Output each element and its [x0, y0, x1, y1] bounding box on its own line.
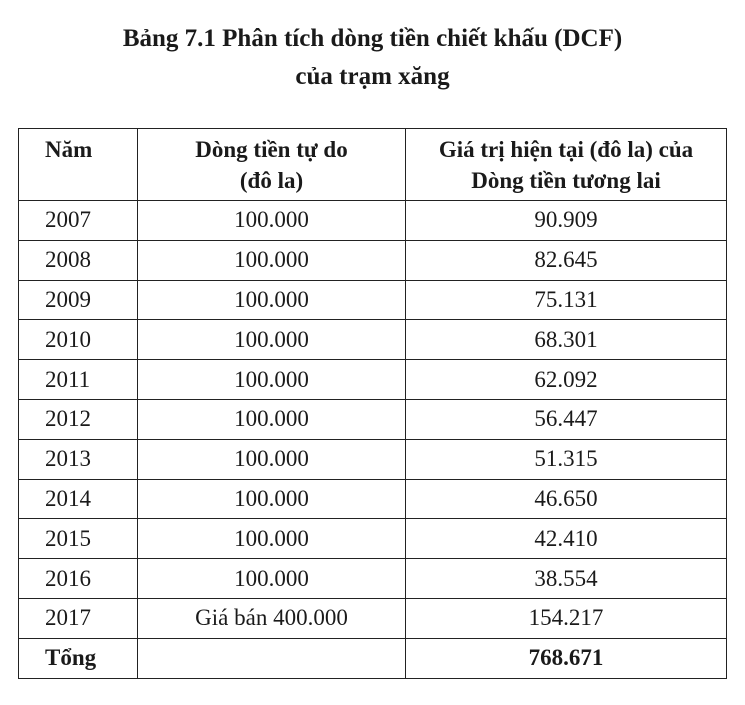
cell-present-value: 154.217	[406, 598, 727, 638]
cell-cash-flow: 100.000	[138, 559, 406, 599]
table-row	[19, 598, 727, 638]
table-row	[19, 320, 727, 360]
header-free-cash-flow-line1: Dòng tiền tự do	[195, 137, 348, 162]
header-present-value	[406, 129, 727, 201]
cell-year: 2010	[19, 320, 138, 360]
total-label: Tổng	[19, 638, 138, 678]
cell-present-value: 56.447	[406, 399, 727, 439]
cell-year: 2013	[19, 439, 138, 479]
cell-cash-flow: 100.000	[138, 280, 406, 320]
cell-cash-flow: 100.000	[138, 360, 406, 400]
cell-present-value: 75.131	[406, 280, 727, 320]
cell-year: 2017	[19, 598, 138, 638]
cell-present-value: 38.554	[406, 559, 727, 599]
table-row	[19, 399, 727, 439]
header-year	[19, 129, 138, 201]
cell-present-value: 42.410	[406, 519, 727, 559]
cell-present-value: 68.301	[406, 320, 727, 360]
table-row	[19, 439, 727, 479]
table-row	[19, 280, 727, 320]
table-row	[19, 519, 727, 559]
header-row	[19, 129, 727, 201]
cell-year: 2007	[19, 201, 138, 241]
dcf-table	[18, 128, 727, 679]
total-row	[19, 638, 727, 678]
cell-cash-flow: 100.000	[138, 320, 406, 360]
cell-cash-flow: Giá bán 400.000	[138, 598, 406, 638]
cell-present-value: 82.645	[406, 240, 727, 280]
cell-year: 2012	[19, 399, 138, 439]
header-present-value-line2: Dòng tiền tương lai	[471, 168, 661, 193]
cell-year: 2008	[19, 240, 138, 280]
header-year-label: Năm	[45, 137, 93, 162]
total-present-value: 768.671	[406, 638, 727, 678]
table-row	[19, 240, 727, 280]
total-cash-flow	[138, 638, 406, 678]
cell-cash-flow: 100.000	[138, 439, 406, 479]
cell-year: 2014	[19, 479, 138, 519]
table-row	[19, 201, 727, 241]
table-caption	[0, 20, 745, 96]
table-row	[19, 559, 727, 599]
cell-present-value: 90.909	[406, 201, 727, 241]
cell-present-value: 46.650	[406, 479, 727, 519]
header-free-cash-flow	[138, 129, 406, 201]
caption-line-2: của trạm xăng	[295, 63, 450, 90]
cell-year: 2009	[19, 280, 138, 320]
caption-line-1: Bảng 7.1 Phân tích dòng tiền chiết khấu (DCF)	[122, 25, 623, 52]
cell-year: 2016	[19, 559, 138, 599]
cell-present-value: 51.315	[406, 439, 727, 479]
cell-cash-flow: 100.000	[138, 201, 406, 241]
cell-present-value: 62.092	[406, 360, 727, 400]
cell-cash-flow: 100.000	[138, 399, 406, 439]
table-body	[19, 201, 727, 679]
table-row	[19, 360, 727, 400]
cell-year: 2011	[19, 360, 138, 400]
cell-cash-flow: 100.000	[138, 519, 406, 559]
cell-cash-flow: 100.000	[138, 240, 406, 280]
header-free-cash-flow-line2: (đô la)	[239, 168, 304, 193]
table-row	[19, 479, 727, 519]
header-present-value-line1: Giá trị hiện tại (đô la) của	[438, 137, 694, 162]
cell-year: 2015	[19, 519, 138, 559]
cell-cash-flow: 100.000	[138, 479, 406, 519]
